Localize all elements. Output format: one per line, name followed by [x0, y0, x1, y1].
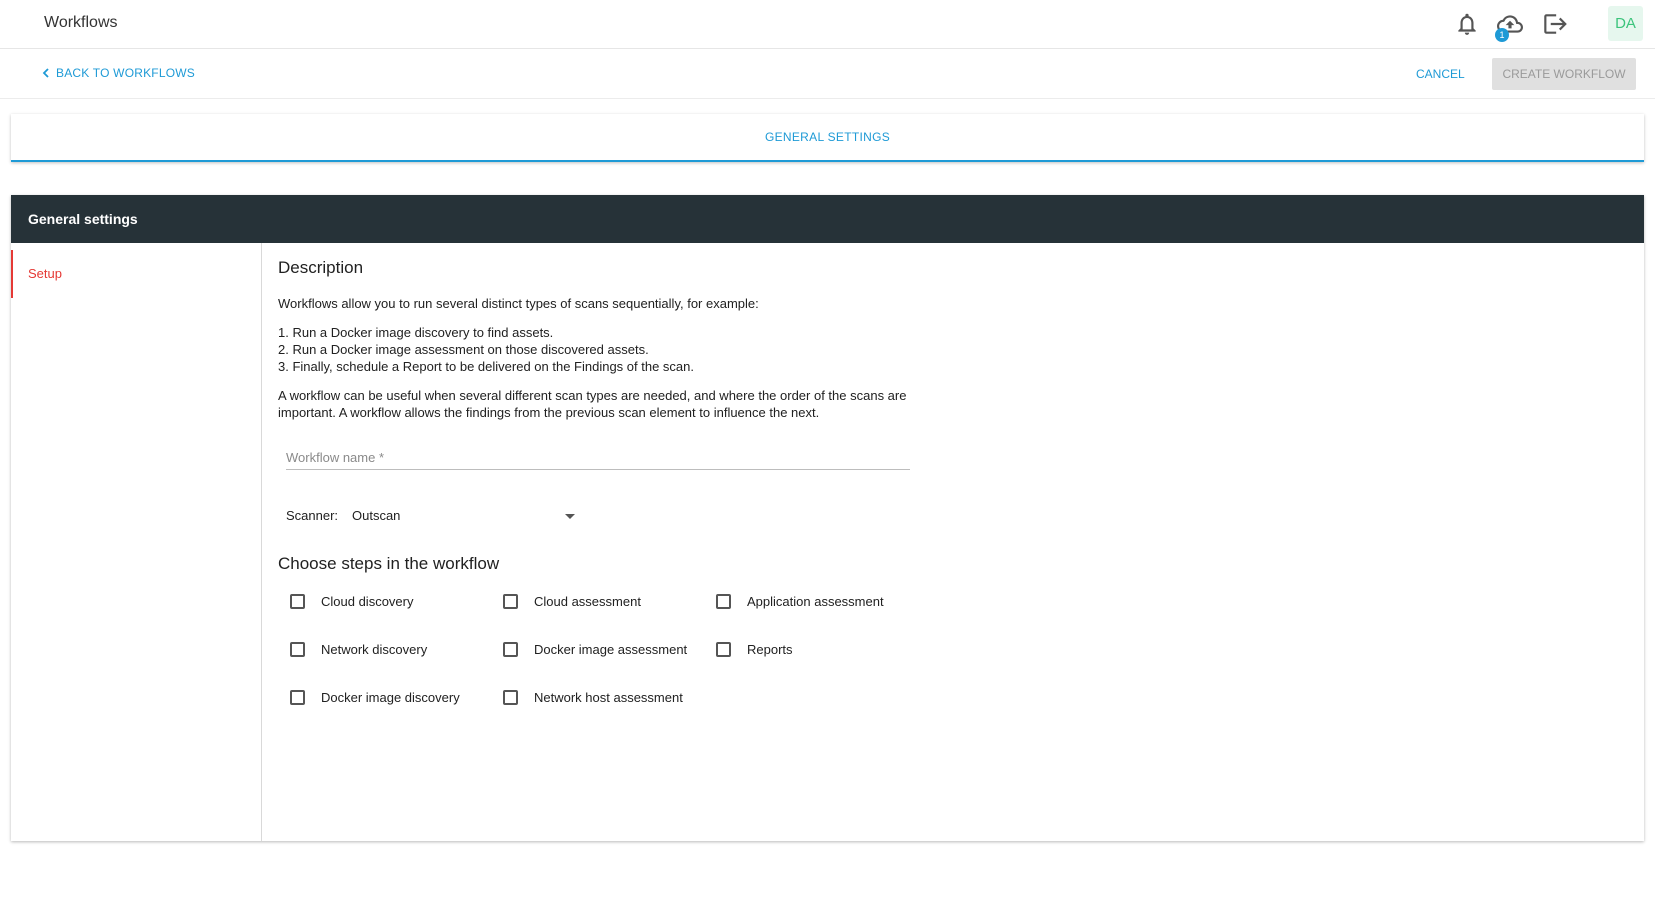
scanner-value: Outscan	[352, 508, 401, 523]
list-item: 2. Run a Docker image assessment on those discovered assets.	[278, 342, 649, 357]
card-header: General settings	[11, 195, 1644, 243]
cancel-button[interactable]: CANCEL	[1416, 67, 1465, 81]
caret-down-icon	[565, 514, 575, 519]
list-item: 3. Finally, schedule a Report to be delivered on the Findings of the scan.	[278, 359, 695, 374]
workflow-name-field	[286, 446, 910, 470]
avatar[interactable]: DA	[1608, 6, 1643, 41]
checkbox-box[interactable]	[716, 594, 731, 609]
checkbox-label: Application assessment	[747, 593, 884, 609]
checkbox-docker-image-discovery[interactable]	[290, 685, 460, 709]
checkbox-label: Cloud discovery	[321, 593, 414, 609]
checkbox-box[interactable]	[290, 642, 305, 657]
tab-bar	[11, 114, 1644, 162]
action-bar	[0, 49, 1655, 99]
checkbox-box[interactable]	[503, 690, 518, 705]
scanner-label: Scanner:	[286, 508, 339, 523]
checkbox-box[interactable]	[503, 594, 518, 609]
sidebar-item-setup[interactable]: Setup	[11, 250, 261, 298]
checkbox-label: Reports	[747, 641, 793, 657]
chevron-left-icon	[40, 67, 52, 79]
general-settings-card	[11, 195, 1644, 841]
app-title: Workflows	[44, 14, 118, 31]
top-app-bar	[0, 0, 1655, 49]
checkbox-label: Docker image assessment	[534, 641, 688, 657]
checkbox-label: Network host assessment	[534, 689, 683, 705]
checkbox-box[interactable]	[716, 642, 731, 657]
list-item: 1. Run a Docker image discovery to find assets.	[278, 325, 554, 340]
create-workflow-button[interactable]: CREATE WORKFLOW	[1492, 58, 1636, 90]
checkbox-label: Cloud assessment	[534, 593, 641, 609]
logout-icon[interactable]	[1541, 11, 1567, 37]
checkbox-box[interactable]	[503, 642, 518, 657]
description-note: A workflow can be useful when several different scan types are needed, and where the order of the scans are important. A workflow allows the findings from the previous scan element to influence the next.	[278, 388, 907, 420]
tab-general-settings[interactable]: GENERAL SETTINGS	[764, 130, 891, 144]
steps-title: Choose steps in the workflow	[278, 554, 500, 573]
checkbox-box[interactable]	[290, 594, 305, 609]
checkbox-network-discovery[interactable]	[290, 637, 427, 661]
scanner-select[interactable]	[352, 500, 578, 532]
checkbox-docker-image-assessment[interactable]	[503, 637, 687, 661]
workflow-name-input[interactable]	[286, 446, 910, 468]
checkbox-cloud-discovery[interactable]	[290, 589, 414, 613]
checkbox-application-assessment[interactable]	[716, 589, 884, 613]
back-to-workflows-link[interactable]	[40, 66, 195, 80]
checkbox-cloud-assessment[interactable]	[503, 589, 641, 613]
back-link-label: BACK TO WORKFLOWS	[56, 66, 195, 80]
checkbox-network-host-assessment[interactable]	[503, 685, 683, 709]
bell-icon[interactable]	[1454, 11, 1480, 37]
example-steps-list	[278, 324, 694, 375]
checkbox-label: Docker image discovery	[321, 689, 460, 705]
notification-badge: 1	[1495, 28, 1509, 42]
checkbox-box[interactable]	[290, 690, 305, 705]
card-sidebar	[11, 243, 262, 841]
description-title: Description	[278, 258, 364, 277]
checkbox-label: Network discovery	[321, 641, 428, 657]
description-intro: Workflows allow you to run several distinct types of scans sequentially, for example:	[278, 296, 759, 311]
checkbox-reports[interactable]	[716, 637, 793, 661]
